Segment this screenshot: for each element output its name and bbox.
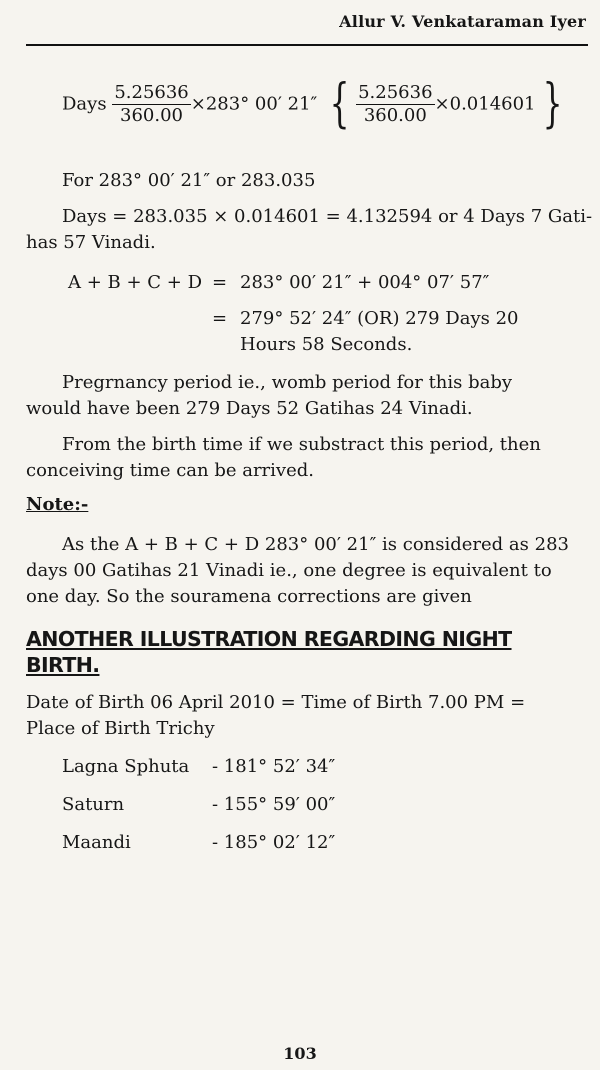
position-row-saturn [62, 794, 335, 815]
sum2-equals: = [212, 308, 228, 329]
fraction-1 [112, 82, 190, 127]
note-label: Note:- [26, 494, 89, 515]
paragraph-days-line2: has 57 Vinadi. [26, 232, 156, 253]
paragraph-days-line1: Days = 283.035 × 0.014601 = 4.132594 or 4 Days 7 Gati- [62, 206, 593, 227]
sum-equals: = [212, 272, 228, 293]
fraction-2 [356, 82, 434, 127]
fraction-2-denominator: 360.00 [363, 104, 427, 126]
sum-lhs: A + B + C + D [68, 272, 203, 293]
position-value: - 155° 59′ 00″ [212, 794, 336, 815]
sum-rhs: 283° 00′ 21″ + 004° 07′ 57″ [240, 272, 490, 293]
page-number: 103 [283, 1044, 317, 1063]
left-brace-icon: { [329, 74, 350, 134]
position-value: - 181° 52′ 34″ [212, 756, 336, 777]
right-brace-icon: } [542, 74, 562, 134]
paragraph-pregnancy-line1: Pregrnancy period ie., womb period for this baby [62, 372, 513, 393]
paragraph-pregnancy-line2: would have been 279 Days 52 Gatihas 24 Vinadi. [26, 398, 473, 419]
paragraph-birthtime-line2: conceiving time can be arrived. [26, 460, 314, 481]
position-row-maandi [62, 832, 335, 853]
header-rule [26, 44, 588, 46]
fraction-2-numerator: 5.25636 [358, 81, 433, 103]
paragraph-note-line1: As the A + B + C + D 283° 00′ 21″ is considered as 283 [62, 534, 569, 555]
sum2-rhs-line2: Hours 58 Seconds. [240, 334, 413, 355]
paragraph-birthtime-line1: From the birth time if we substract this period, then [62, 434, 541, 455]
section-heading-line2: BIRTH. [26, 653, 100, 677]
paragraph-note-line2: days 00 Gatihas 21 Vinadi ie., one degree is equivalent to [26, 560, 552, 581]
formula-multiplier: ×0.014601 [434, 93, 536, 115]
section-heading-line1: ANOTHER ILLUSTRATION REGARDING NIGHT [26, 627, 512, 651]
formula-days-label: Days [62, 93, 107, 115]
position-label: Lagna Sphuta [62, 756, 190, 777]
sum2-rhs-line1: 279° 52′ 24″ (OR) 279 Days 20 [240, 308, 519, 329]
section-heading [26, 626, 586, 678]
position-row-lagna [62, 756, 335, 777]
running-header: Allur V. Venkataraman Iyer [339, 12, 586, 31]
fraction-1-numerator: 5.25636 [114, 81, 189, 103]
position-label: Saturn [62, 794, 125, 815]
paragraph-note-line3: one day. So the souramena corrections are given [26, 586, 472, 607]
birth-details-line1: Date of Birth 06 April 2010 = Time of Birth 7.00 PM = [26, 692, 526, 713]
position-label: Maandi [62, 832, 131, 853]
fraction-1-denominator: 360.00 [120, 104, 184, 126]
paragraph-for-angle: For 283° 00′ 21″ or 283.035 [62, 170, 316, 191]
formula-angle: ×283° 00′ 21″ [190, 93, 318, 115]
birth-details-line2: Place of Birth Trichy [26, 718, 215, 739]
position-value: - 185° 02′ 12″ [212, 832, 336, 853]
days-formula [62, 74, 569, 134]
